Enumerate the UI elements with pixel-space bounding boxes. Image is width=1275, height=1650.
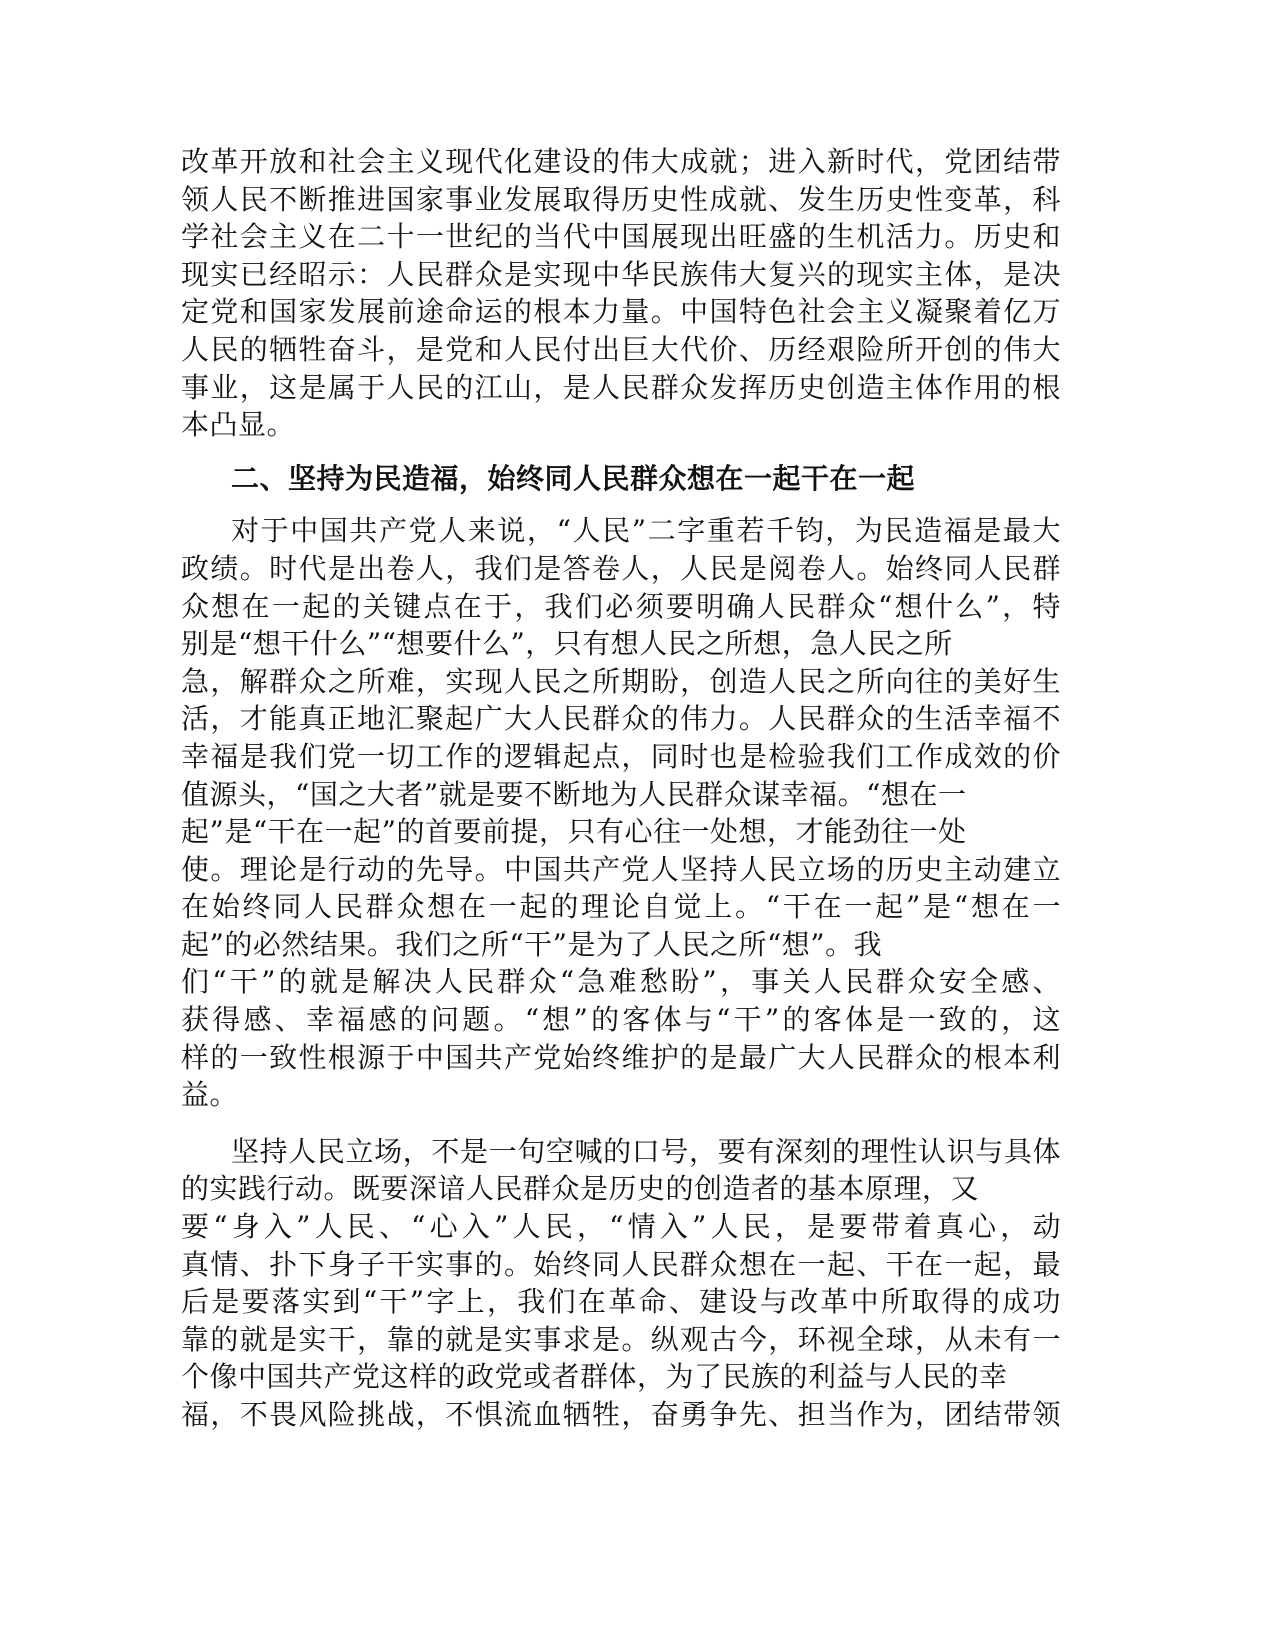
- paragraph-line: 定党和国家发展前途命运的根本力量。中国特色社会主义凝聚着亿万: [181, 295, 1061, 329]
- paragraph-line: 们“干”的就是解决人民群众“急难愁盼”，事关人民群众安全感、: [181, 965, 1061, 999]
- paragraph-line: 别是“想干什么”“想要什么”，只有想人民之所想，急人民之所: [181, 627, 953, 661]
- paragraph-1: [181, 143, 1061, 444]
- paragraph-line: 活，才能真正地汇聚起广大人民群众的伟力。人民群众的生活幸福不: [181, 702, 1061, 736]
- paragraph-line: 要“身入”人民、“心入”人民，“情入”人民，是要带着真心，动: [181, 1210, 1061, 1244]
- paragraph-line: 个像中国共产党这样的政党或者群体，为了民族的利益与人民的幸: [181, 1360, 1008, 1394]
- paragraph-line: 起”是“干在一起”的首要前提，只有心往一处想，才能劲往一处: [181, 815, 967, 849]
- paragraph-line: 领人民不断推进国家事业发展取得历史性成就、发生历史性变革，科: [181, 182, 1061, 216]
- paragraph-line: 学社会主义在二十一世纪的当代中国展现出旺盛的生机活力。历史和: [181, 220, 1061, 254]
- paragraph-line: 起”的必然结果。我们之所“干”是为了人民之所“想”。我: [181, 927, 883, 961]
- paragraph-line: 真情、扑下身子干实事的。始终同人民群众想在一起、干在一起，最: [181, 1247, 1061, 1281]
- paragraph-line: 靠的就是实干，靠的就是实事求是。纵观古今，环视全球，从未有一: [181, 1322, 1061, 1356]
- paragraph-2: [181, 512, 1061, 1114]
- paragraph-line: 的实践行动。既要深谙人民群众是历史的创造者的基本原理，又: [181, 1172, 980, 1206]
- paragraph-line: 后是要落实到“干”字上，我们在革命、建设与改革中所取得的成功: [181, 1285, 1061, 1319]
- paragraph-line: 福，不畏风险挑战，不惧流血牺牲，奋勇争先、担当作为，团结带领: [181, 1398, 1061, 1431]
- paragraph-line: 使。理论是行动的先导。中国共产党人坚持人民立场的历史主动建立: [181, 852, 1061, 886]
- document-page: [181, 143, 1061, 1434]
- paragraph-line: 现实已经昭示：人民群众是实现中华民族伟大复兴的现实主体，是决: [181, 257, 1061, 291]
- paragraph-line: 益。: [181, 1078, 239, 1112]
- paragraph-line: 对于中国共产党人来说，“人民”二字重若千钧，为民造福是最大: [231, 514, 1061, 548]
- paragraph-line: 样的一致性根源于中国共产党始终维护的是最广大人民群众的根本利: [181, 1040, 1061, 1074]
- paragraph-line: 改革开放和社会主义现代化建设的伟大成就；进入新时代，党团结带: [181, 145, 1061, 178]
- paragraph-line: 幸福是我们党一切工作的逻辑起点，同时也是检验我们工作成效的价: [181, 739, 1061, 773]
- section-heading: 二、坚持为民造福，始终同人民群众想在一起干在一起: [231, 461, 916, 495]
- paragraph-3: [181, 1133, 1061, 1434]
- paragraph-line: 政绩。时代是出卷人，我们是答卷人，人民是阅卷人。始终同人民群: [181, 551, 1061, 585]
- paragraph-line: 本凸显。: [181, 408, 296, 442]
- paragraph-line: 人民的牺牲奋斗，是党和人民付出巨大代价、历经艰险所开创的伟大: [181, 332, 1061, 366]
- paragraph-line: 获得感、幸福感的问题。“想”的客体与“干”的客体是一致的，这: [181, 1003, 1061, 1037]
- paragraph-line: 在始终同人民群众想在一起的理论自觉上。“干在一起”是“想在一: [181, 890, 1061, 924]
- paragraph-line: 众想在一起的关键点在于，我们必须要明确人民群众“想什么”，特: [181, 589, 1061, 623]
- paragraph-line: 事业，这是属于人民的江山，是人民群众发挥历史创造主体作用的根: [181, 370, 1061, 404]
- paragraph-line: 值源头，“国之大者”就是要不断地为人民群众谋幸福。“想在一: [181, 777, 967, 811]
- paragraph-line: 坚持人民立场，不是一句空喊的口号，要有深刻的理性认识与具体: [231, 1134, 1061, 1168]
- paragraph-spacer: [181, 1114, 1061, 1133]
- paragraph-line: 急，解群众之所难，实现人民之所期盼，创造人民之所向往的美好生: [181, 664, 1061, 698]
